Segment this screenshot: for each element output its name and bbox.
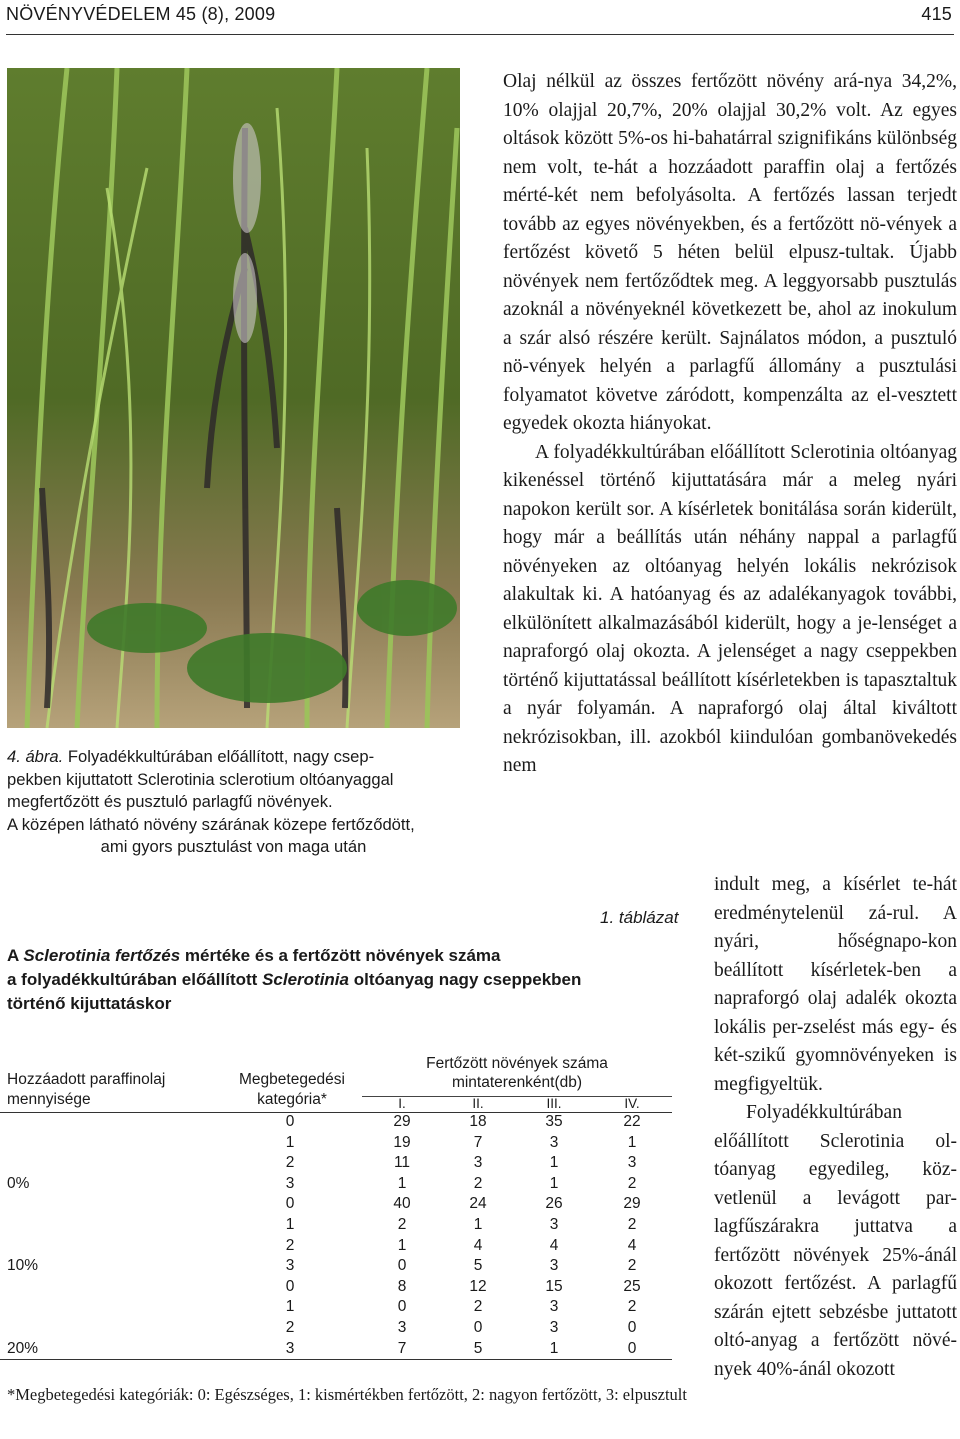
table-row (0, 1236, 672, 1257)
body-column-right (503, 68, 957, 781)
figure-photo (7, 68, 460, 728)
count-cell: 0 (473, 1319, 483, 1336)
header-rule (6, 34, 954, 35)
count-cell: 3 (627, 1154, 637, 1172)
count-cell: 24 (469, 1195, 487, 1213)
body-column-narrow (714, 871, 957, 1384)
category-cell: 0 (285, 1113, 295, 1130)
table-title: A Sclerotinia fertőzés mértéke és a fertőzött növények száma a folyadékkultúrában előállított Sclerotinia oltóanyag nagy cseppekben történő kijuttatáskor (7, 946, 582, 1013)
count-cell: 8 (397, 1277, 407, 1295)
table-row (0, 1194, 672, 1215)
paragraph-4: Folyadékkultúrában előállított Sclerotinia ol-tóanyag egyedileg, köz-vetlenül a levágott par-lagfűszárakra juttatva a fertőzött növények 25%-ánál okozott fertőzést. A parlagfű szárán ejtett sebzésbe juttatott oltó-anyag a fertőzött növé-nyek 40%-ánál okozott (714, 1102, 957, 1380)
count-cell: 0 (397, 1298, 407, 1316)
page-number: 415 (921, 4, 952, 24)
category-cell: 0 (285, 1195, 295, 1213)
count-cell: 19 (393, 1133, 411, 1151)
caption-line-1: 4. ábra. Folyadékkultúrában előállított, nagy csep- (7, 747, 375, 766)
caption-line-4: A középen látható növény szárának közepe fertőződött, (7, 814, 415, 834)
count-cell: 25 (623, 1277, 641, 1295)
figure-caption (7, 746, 460, 859)
count-cell: 26 (545, 1195, 563, 1213)
count-cell: 15 (545, 1277, 563, 1295)
count-cell: 2 (627, 1174, 637, 1192)
count-cell: 1 (473, 1216, 483, 1233)
category-cell: 2 (285, 1236, 295, 1254)
count-cell: 5 (473, 1257, 483, 1275)
caption-line-5: ami gyors pusztulást von maga után (100, 837, 367, 856)
count-cell: 35 (545, 1113, 563, 1130)
table-row (0, 1256, 672, 1277)
oil-amount-cell: 10% (7, 1257, 39, 1275)
count-cell: 7 (473, 1133, 483, 1151)
table-label: 1. táblázat (600, 908, 679, 927)
count-cell: 3 (549, 1257, 559, 1275)
category-cell: 2 (285, 1319, 295, 1336)
count-cell: 0 (397, 1257, 407, 1275)
table-row (0, 1153, 672, 1174)
count-cell: 40 (393, 1195, 411, 1213)
replicate-header: IV. (624, 1096, 640, 1111)
journal-header: NÖVÉNYVÉDELEM 45 (8), 2009 (6, 4, 276, 24)
category-cell: 0 (285, 1277, 295, 1295)
count-cell: 3 (397, 1319, 407, 1336)
replicate-header: II. (472, 1096, 484, 1111)
count-cell: 3 (549, 1133, 559, 1151)
count-cell: 12 (469, 1277, 487, 1295)
category-cell: 1 (285, 1133, 295, 1151)
caption-line-3: megfertőzött és pusztuló parlagfű növények. (7, 792, 333, 811)
count-cell: 2 (627, 1216, 637, 1233)
count-cell: 0 (627, 1339, 637, 1357)
caption-number: 4. ábra. (7, 747, 64, 766)
count-cell: 3 (549, 1298, 559, 1316)
oil-amount-cell: 0% (7, 1174, 30, 1192)
table-row (0, 1318, 672, 1339)
count-cell: 7 (397, 1339, 407, 1357)
count-cell: 18 (469, 1113, 487, 1130)
oil-amount-cell: 20% (7, 1339, 39, 1357)
count-cell: 2 (473, 1298, 483, 1316)
header-disease-category: Megbetegedési kategória* (239, 1071, 345, 1108)
count-cell: 1 (549, 1339, 559, 1357)
count-cell: 22 (623, 1113, 641, 1130)
count-cell: 4 (473, 1236, 483, 1254)
category-cell: 1 (285, 1216, 295, 1233)
category-cell: 3 (285, 1339, 295, 1357)
table-row (0, 1215, 672, 1236)
count-cell: 1 (397, 1236, 407, 1254)
count-cell: 0 (627, 1319, 637, 1336)
category-cell: 3 (285, 1257, 295, 1275)
paragraph-3: indult meg, a kísérlet te-hát eredménytelenül zá-rul. A nyári, hőségnapo-kon beállított kísérletek-ben a napraforgó olaj adalék okozta lokális per-zselést más egy- és két-szikű gyomnövényeken is megfigyeltük. (714, 874, 957, 1095)
table-row (0, 1277, 672, 1298)
category-cell: 3 (285, 1174, 295, 1192)
count-cell: 29 (623, 1195, 641, 1213)
paragraph-1: Olaj nélkül az összes fertőzött növény ará-nya 34,2%, 10% olajjal 20,7%, 20% olajjal 30,2% volt. Az egyes oltások között 5%-os hi-bahatárral szignifikáns különbség nem volt, te-hát a hozzáadott paraffin olaj a fertőzés mérté-két nem befolyásolta. A fertőzés lassan terjedt tovább az egyes növényekben, és a fertőzött nö-vények a fertőzést követő 5 héten belül elpusz-tultak. Újabb növények nem fertőződtek meg. A leggyorsabb pusztulás azoknál a növényeknél következett be, ahol az inokulum a szár alsó részére került. Sajnálatos módon, a pusztuló nö-vények helyén a parlagfű állomány a pusztulási folyamatot követve záródott, kompenzálta az el-vesztett egyedek okozta hiányokat. (503, 71, 957, 434)
table-row (0, 1174, 672, 1195)
count-cell: 4 (549, 1236, 559, 1254)
replicate-header: I. (398, 1096, 406, 1111)
count-cell: 29 (393, 1113, 411, 1130)
table-row (0, 1112, 672, 1133)
count-cell: 2 (397, 1216, 407, 1233)
table-rule-bottom (0, 1359, 672, 1360)
count-cell: 1 (627, 1133, 637, 1151)
count-cell: 3 (473, 1154, 483, 1172)
count-cell: 2 (627, 1257, 637, 1275)
table-row (0, 1133, 672, 1154)
count-cell: 1 (397, 1174, 407, 1192)
count-cell: 5 (473, 1339, 483, 1357)
count-cell: 2 (473, 1174, 483, 1192)
count-cell: 3 (549, 1319, 559, 1336)
header-oil-amount: Hozzáadott paraffinolaj mennyisége (7, 1071, 166, 1108)
table-row (0, 1297, 672, 1318)
header-infected-count: Fertőzött növények száma mintaterenként(db) (426, 1055, 608, 1091)
count-cell: 11 (393, 1154, 411, 1172)
paragraph-2: A folyadékkultúrában előállított Sclerotinia oltóanyag kikenéssel történő kijuttatására már a meleg nyári napokon került sor. A kísérletek bonitálása során kiderült, hogy már a beállítás után néhány nappal a parlagfű növényeken az oltóanyag helyén lokális nekrózisok alakultak ki. A hatóanyag és az adalékanyagok további, elkülönített alkalmazásából kiderült, hogy a je-lenséget a napraforgó olaj okozta. A jelenséget a nagy cseppekben történő kijuttatással beállított kísérletekben is tapasztaltuk a nyár folyamán. A napraforgó olaj által kiváltott nekrózisokban, ill. azokból kiindulóan gombanövekedés nem (503, 441, 957, 776)
count-cell: 4 (627, 1236, 637, 1254)
table-row (0, 1339, 672, 1360)
count-cell: 1 (549, 1174, 559, 1192)
count-cell: 2 (627, 1298, 637, 1316)
count-cell: 1 (549, 1154, 559, 1172)
table-footnote: *Megbetegedési kategóriák: 0: Egészséges, 1: kismértékben fertőzött, 2: nagyon fertőzött, 3: elpusztult (7, 1385, 687, 1404)
category-cell: 1 (285, 1298, 295, 1316)
replicate-header: III. (546, 1096, 562, 1111)
count-cell: 3 (549, 1216, 559, 1233)
category-cell: 2 (285, 1154, 295, 1172)
caption-line-2: pekben kijuttatott Sclerotinia sclerotium oltóanyaggal (7, 769, 394, 789)
